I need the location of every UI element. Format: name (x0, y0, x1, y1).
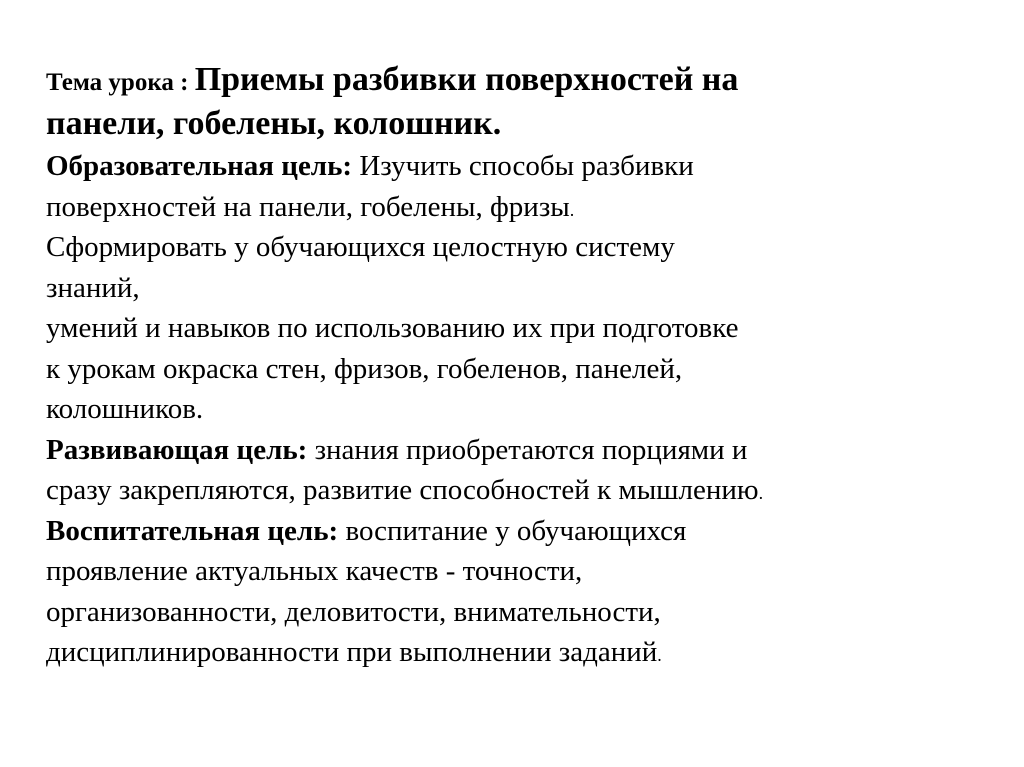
upbringing-goal-line-3: организованности, деловитости, внимательности, (46, 595, 661, 628)
developing-goal-line-2 (46, 470, 986, 511)
educational-goal-label: Образовательная цель: (46, 150, 353, 182)
developing-goal-text-1: знания приобретаются порциями и (307, 433, 748, 466)
educational-goal-line-6: к урокам окраска стен, фризов, гобеленов, панелей, (46, 352, 683, 385)
topic-line-2 (46, 102, 986, 146)
developing-goal-text-2: сразу закрепляются, развитие способностей к мышлению (46, 474, 759, 506)
upbringing-goal-line-4 (46, 632, 986, 673)
topic-line-1 (46, 58, 986, 102)
topic-title-part-1: Приемы разбивки поверхностей на (194, 61, 739, 98)
topic-label: Тема урока : (46, 69, 195, 96)
topic-title-part-2: панели, гобелены, колошник. (46, 105, 502, 142)
upbringing-goal-line-1 (46, 511, 986, 552)
upbringing-goal-period: . (657, 645, 662, 665)
educational-goal-line-4: знаний, (46, 271, 140, 304)
educational-goal-period: . (569, 199, 575, 220)
educational-goal-line-1 (46, 146, 986, 187)
upbringing-goal-text-4: дисциплинированности при выполнении заданий (46, 636, 658, 668)
upbringing-goal-label: Воспитательная цель: (46, 514, 339, 547)
educational-goal-text-1: Изучить способы разбивки (352, 150, 694, 182)
developing-goal-period: . (758, 483, 764, 503)
slide-content (46, 58, 986, 673)
upbringing-goal-text-1: воспитание у обучающихся (338, 514, 687, 547)
educational-goal-line-5: умений и навыков по использованию их при подготовке (46, 312, 739, 344)
developing-goal-label: Развивающая цель: (46, 433, 308, 466)
educational-goal-text-2: поверхностей на панели, гобелены, фризы (46, 190, 570, 223)
developing-goal-line-1 (46, 430, 986, 471)
educational-goal-line-3: Сформировать у обучающихся целостную систему (46, 231, 675, 263)
educational-goal-line-2 (46, 187, 986, 228)
upbringing-goal-line-2: проявление актуальных качеств - точности, (46, 555, 583, 587)
educational-goal-line-7: колошников. (46, 393, 204, 425)
